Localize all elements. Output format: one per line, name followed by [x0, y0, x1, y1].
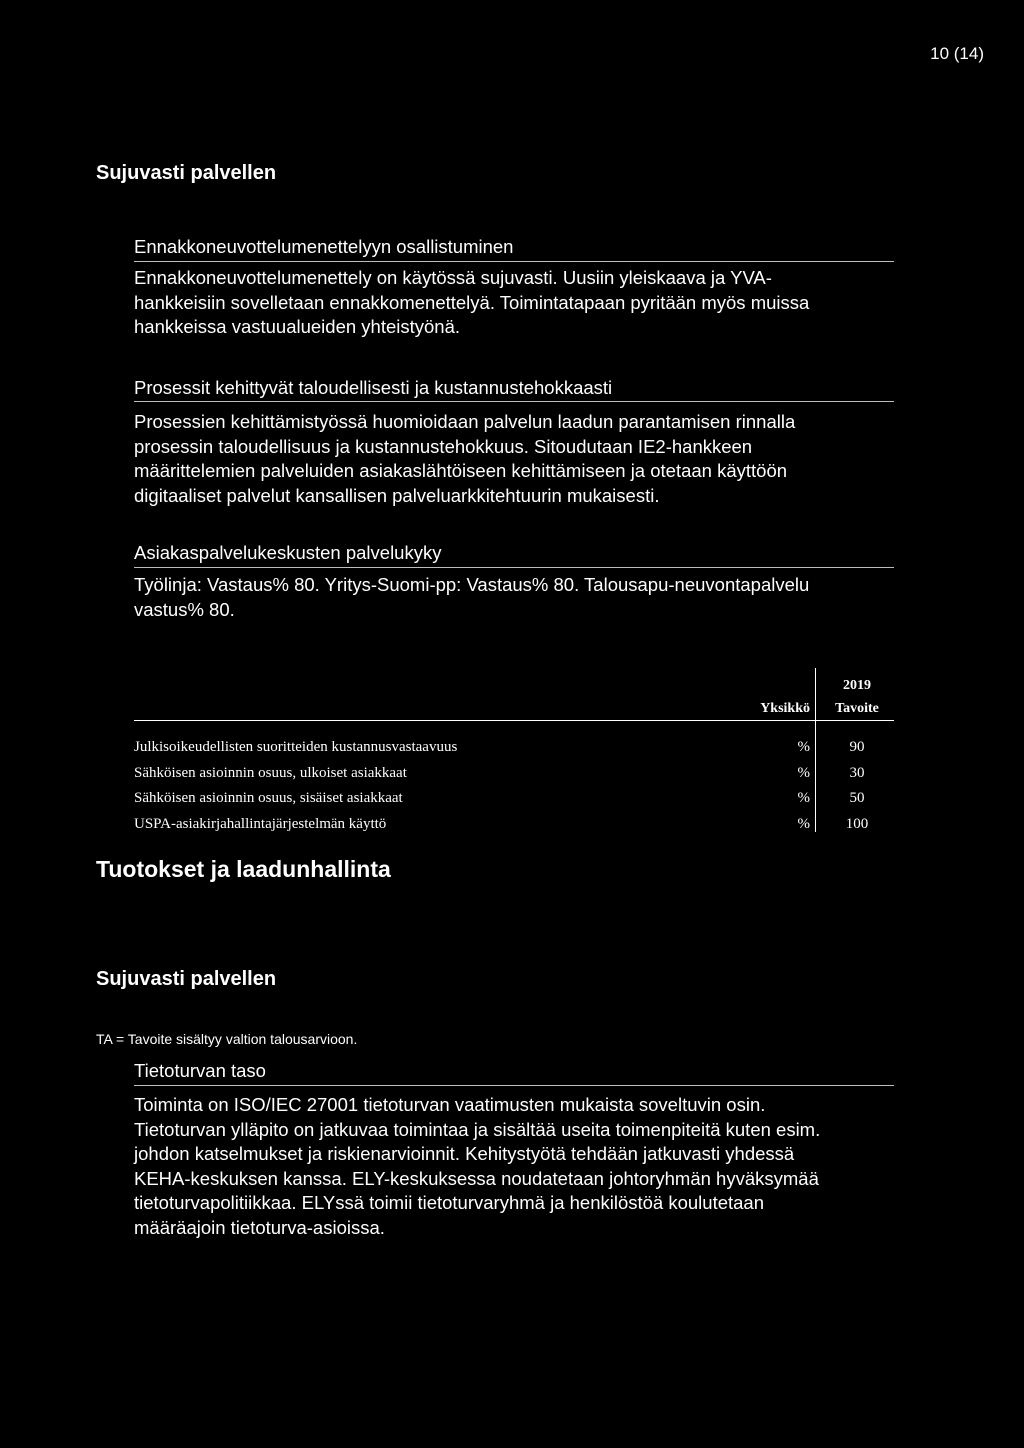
body-line: tietoturvapolitiikkaa. ELYssä toimii tietoturvaryhmä ja henkilöstöä koulutetaan: [134, 1192, 765, 1213]
item-body-1: [134, 266, 904, 340]
row-label: Sähköisen asioinnin osuus, ulkoiset asiakkaat: [134, 764, 407, 781]
item-body-3: [134, 573, 904, 622]
header-unit: Yksikkö: [760, 701, 810, 716]
item-divider-2: [134, 401, 894, 402]
item-title-2: Prosessit kehittyvät taloudellisesti ja kustannustehokkaasti: [134, 377, 613, 398]
section-heading-2: Tuotokset ja laadunhallinta: [96, 856, 391, 882]
row-value: 100: [845, 815, 869, 832]
body-line: digitaaliset palvelut kansallisen palveluarkkitehtuurin mukaisesti.: [134, 484, 660, 506]
row-value: 50: [849, 790, 865, 806]
row-unit: %: [797, 764, 810, 781]
row-unit: %: [797, 815, 810, 832]
item-title-4: Tietoturvan taso: [134, 1060, 266, 1081]
row-unit: %: [797, 739, 810, 755]
body-line: Työlinja: Vastaus% 80. Yritys-Suomi-pp: Vastaus% 80. Talousapu-neuvontapalvelu: [134, 574, 810, 595]
table-header: [134, 668, 894, 721]
item-divider-1: [134, 261, 894, 262]
body-line: hankkeisiin sovelletaan ennakkomenettelyä. Toimintatapaan pyritään myös muissa: [134, 291, 810, 313]
item-body-4: [134, 1093, 904, 1240]
row-value: 90: [849, 739, 865, 755]
page-number: 10 (14): [930, 44, 984, 63]
table-body: [134, 721, 894, 838]
row-value: 30: [849, 764, 865, 781]
row-label: USPA-asiakirjahallintajärjestelmän käyttö: [134, 815, 387, 832]
table-row: [134, 736, 894, 762]
item-divider-4: [134, 1085, 894, 1086]
body-line: KEHA-keskuksen kanssa. ELY-keskuksessa noudatetaan johtoryhmän hyväksymää: [134, 1167, 819, 1189]
body-line: prosessin taloudellisuus ja kustannustehokkuus. Sitoudutaan IE2-hankkeen: [134, 435, 753, 457]
table-row: [134, 813, 894, 839]
body-line: Ennakkoneuvottelumenettely on käytössä sujuvasti. Uusiin yleiskaava ja YVA-: [134, 267, 772, 288]
body-line: hankkeissa vastuualueiden yhteistyönä.: [134, 316, 461, 337]
header-year: 2019: [843, 678, 871, 693]
item-title-1: Ennakkoneuvottelumenettelyyn osallistuminen: [134, 236, 514, 257]
row-label: Julkisoikeudellisten suoritteiden kustannusvastaavuus: [134, 739, 458, 755]
body-line: johdon katselmukset ja riskienarvioinnit. Kehitystyötä tehdään jatkuvasti yhdessä: [134, 1143, 795, 1164]
table-row: [134, 787, 894, 813]
header-target: Tavoite: [835, 701, 879, 716]
section-heading-1: Sujuvasti palvellen: [96, 162, 277, 184]
body-line: Tietoturvan ylläpito on jatkuvaa toimintaa ja sisältää useita toimenpiteitä kuten esim.: [134, 1118, 821, 1140]
item-body-2: [134, 410, 904, 508]
body-line: määrittelemien palveluiden asiakaslähtöiseen kehittämiseen ja otetaan käyttöön: [134, 460, 788, 481]
item-title-3: Asiakaspalvelukeskusten palvelukyky: [134, 542, 442, 563]
table-row: [134, 762, 894, 788]
footnote-ta: TA = Tavoite sisältyy valtion talousarvioon.: [96, 1031, 358, 1047]
item-divider-3: [134, 567, 894, 568]
body-line: vastus% 80.: [134, 598, 235, 620]
row-label: Sähköisen asioinnin osuus, sisäiset asiakkaat: [134, 790, 403, 806]
row-unit: %: [797, 790, 810, 806]
section-heading-3: Sujuvasti palvellen: [96, 968, 277, 990]
body-line: Prosessien kehittämistyössä huomioidaan palvelun laadun parantamisen rinnalla: [134, 411, 796, 432]
body-line: Toiminta on ISO/IEC 27001 tietoturvan vaatimusten mukaista soveltuvin osin.: [134, 1094, 766, 1115]
body-line: määräajoin tietoturva-asioissa.: [134, 1216, 385, 1238]
targets-table: [134, 668, 894, 838]
